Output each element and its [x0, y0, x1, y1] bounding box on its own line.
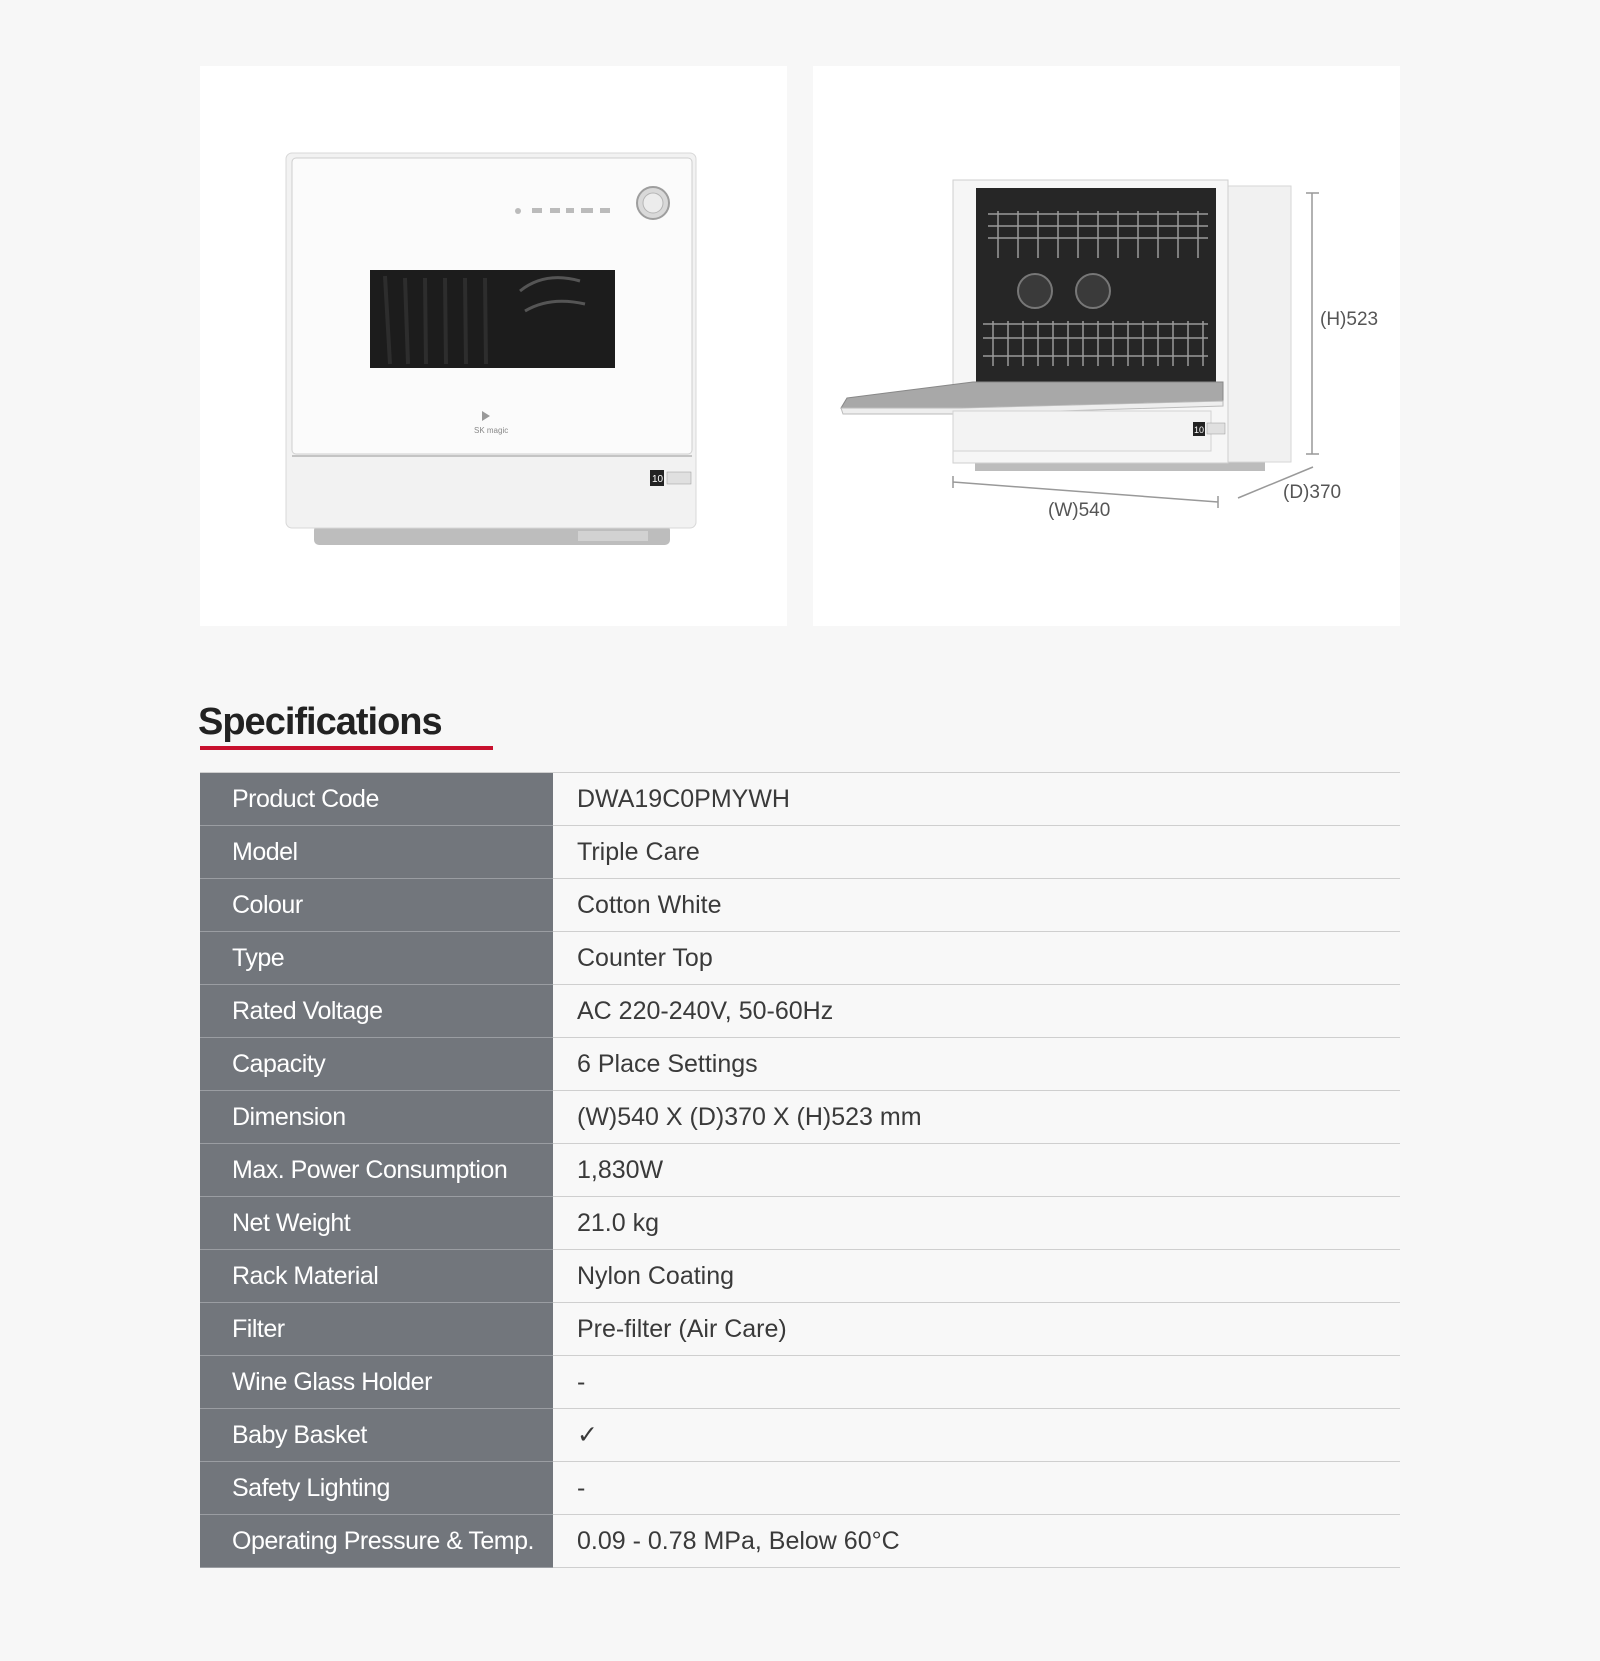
spec-value: DWA19C0PMYWH	[553, 773, 1400, 826]
spec-value: Cotton White	[553, 879, 1400, 932]
depth-dimension-label: (D)370	[1283, 482, 1342, 503]
spec-value: 6 Place Settings	[553, 1038, 1400, 1091]
spec-label: Filter	[200, 1303, 553, 1356]
svg-text:10: 10	[1194, 425, 1205, 435]
spec-value: 0.09 - 0.78 MPa, Below 60°C	[553, 1515, 1400, 1568]
spec-value: -	[553, 1462, 1400, 1515]
spec-value: Triple Care	[553, 826, 1400, 879]
warranty-badge-open	[1193, 422, 1225, 436]
spec-value: -	[553, 1356, 1400, 1409]
spec-row-capacity	[200, 1038, 1400, 1091]
width-dimension-label: (W)540	[1048, 500, 1111, 521]
dishwasher-front-illustration	[200, 66, 787, 626]
spec-value: (W)540 X (D)370 X (H)523 mm	[553, 1091, 1400, 1144]
spec-label: Product Code	[200, 773, 553, 826]
spec-value: Pre-filter (Air Care)	[553, 1303, 1400, 1356]
spec-row-rack-material	[200, 1250, 1400, 1303]
spec-row-dimension	[200, 1091, 1400, 1144]
spec-value: 1,830W	[553, 1144, 1400, 1197]
svg-text:10: 10	[652, 474, 664, 485]
svg-text:SK magic: SK magic	[474, 426, 509, 435]
control-knob	[637, 187, 669, 219]
spec-label: Wine Glass Holder	[200, 1356, 553, 1409]
spec-label: Baby Basket	[200, 1409, 553, 1462]
spec-label: Type	[200, 932, 553, 985]
product-image-open-dimensions	[813, 66, 1400, 626]
spec-row-wine-glass-holder	[200, 1356, 1400, 1409]
spec-label: Colour	[200, 879, 553, 932]
spec-value: AC 220-240V, 50-60Hz	[553, 985, 1400, 1038]
spec-row-product-code	[200, 773, 1400, 826]
spec-label: Net Weight	[200, 1197, 553, 1250]
spec-row-max-power	[200, 1144, 1400, 1197]
spec-label: Safety Lighting	[200, 1462, 553, 1515]
spec-label: Operating Pressure & Temp.	[200, 1515, 553, 1568]
spec-row-type	[200, 932, 1400, 985]
spec-row-colour	[200, 879, 1400, 932]
spec-value: Nylon Coating	[553, 1250, 1400, 1303]
spec-value: Counter Top	[553, 932, 1400, 985]
specifications-table	[200, 772, 1400, 1568]
spec-value: 21.0 kg	[553, 1197, 1400, 1250]
spec-label: Model	[200, 826, 553, 879]
spec-label: Max. Power Consumption	[200, 1144, 553, 1197]
spec-row-model	[200, 826, 1400, 879]
product-image-front	[200, 66, 787, 626]
spec-label: Rack Material	[200, 1250, 553, 1303]
spec-label: Rated Voltage	[200, 985, 553, 1038]
spec-row-baby-basket	[200, 1409, 1400, 1462]
specifications-title: Specifications	[198, 701, 442, 743]
spec-row-filter	[200, 1303, 1400, 1356]
dishwasher-open-illustration	[813, 66, 1400, 626]
spec-row-rated-voltage	[200, 985, 1400, 1038]
spec-value: ✓	[553, 1409, 1400, 1462]
title-accent-underline	[200, 746, 493, 750]
spec-row-net-weight	[200, 1197, 1400, 1250]
spec-row-operating-pressure	[200, 1515, 1400, 1568]
spec-label: Dimension	[200, 1091, 553, 1144]
spec-label: Capacity	[200, 1038, 553, 1091]
spec-row-safety-lighting	[200, 1462, 1400, 1515]
height-dimension-label: (H)523	[1320, 309, 1379, 330]
warranty-badge	[650, 470, 691, 486]
